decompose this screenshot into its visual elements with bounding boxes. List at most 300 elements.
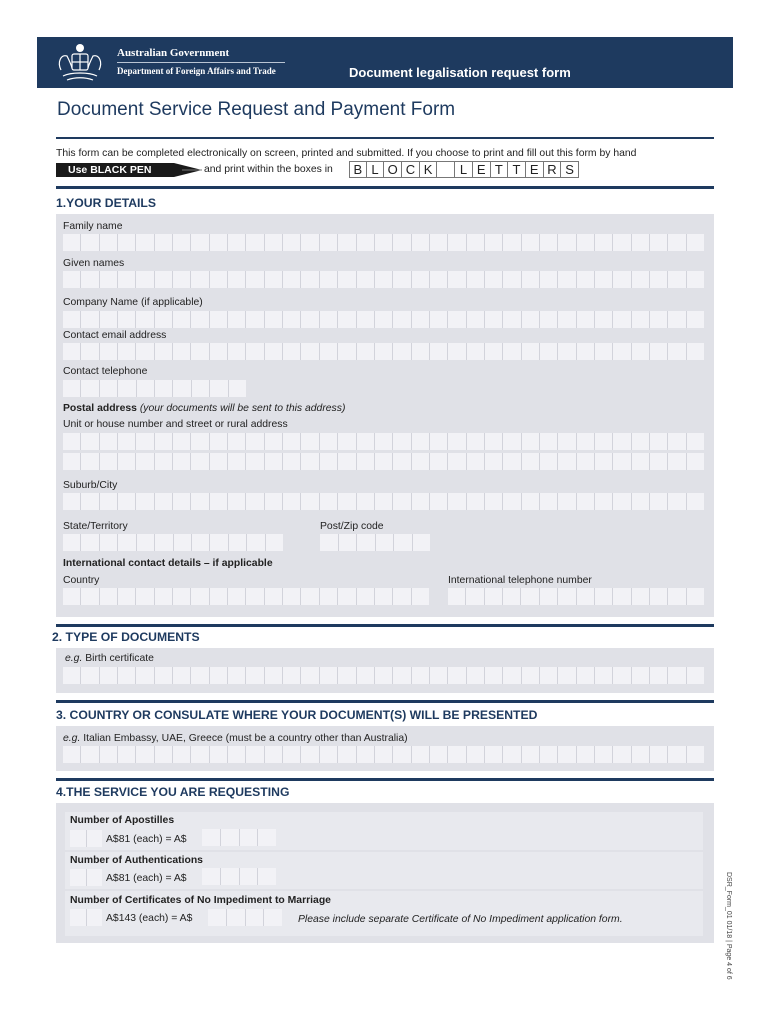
- character-cell[interactable]: [485, 453, 503, 470]
- character-cell[interactable]: [210, 343, 228, 360]
- character-cell[interactable]: [81, 271, 99, 288]
- character-cell[interactable]: [210, 380, 228, 397]
- character-cell[interactable]: [192, 380, 210, 397]
- character-cell[interactable]: [137, 380, 155, 397]
- character-cell[interactable]: [320, 433, 338, 450]
- character-cell[interactable]: [687, 343, 704, 360]
- character-cell[interactable]: [137, 534, 155, 551]
- character-cell[interactable]: [376, 534, 395, 551]
- character-cell[interactable]: [558, 746, 576, 763]
- character-cell[interactable]: [540, 453, 558, 470]
- character-cell[interactable]: [448, 271, 466, 288]
- character-cell[interactable]: [118, 746, 136, 763]
- character-cell[interactable]: [136, 493, 154, 510]
- character-cell[interactable]: [577, 311, 595, 328]
- character-cell[interactable]: [448, 667, 466, 684]
- character-cell[interactable]: [668, 433, 686, 450]
- character-cell[interactable]: [320, 343, 338, 360]
- character-cell[interactable]: [687, 453, 704, 470]
- character-cell[interactable]: [613, 588, 631, 605]
- character-cell[interactable]: [412, 311, 430, 328]
- character-cell[interactable]: [668, 311, 686, 328]
- character-cell[interactable]: [283, 588, 301, 605]
- character-cell[interactable]: [320, 271, 338, 288]
- character-cell[interactable]: [412, 493, 430, 510]
- character-cell[interactable]: [100, 493, 118, 510]
- street-line-2-input[interactable]: [63, 453, 704, 470]
- character-cell[interactable]: [357, 433, 375, 450]
- character-cell[interactable]: [320, 746, 338, 763]
- character-cell[interactable]: [375, 311, 393, 328]
- character-cell[interactable]: [301, 493, 319, 510]
- character-cell[interactable]: [246, 667, 264, 684]
- character-cell[interactable]: [503, 311, 521, 328]
- character-cell[interactable]: [155, 534, 173, 551]
- character-cell[interactable]: [632, 343, 650, 360]
- character-cell[interactable]: [118, 380, 136, 397]
- character-cell[interactable]: [393, 588, 411, 605]
- character-cell[interactable]: [246, 909, 265, 926]
- character-cell[interactable]: [558, 453, 576, 470]
- character-cell[interactable]: [136, 311, 154, 328]
- character-cell[interactable]: [430, 343, 448, 360]
- character-cell[interactable]: [118, 493, 136, 510]
- character-cell[interactable]: [246, 588, 264, 605]
- character-cell[interactable]: [632, 588, 650, 605]
- character-cell[interactable]: [283, 453, 301, 470]
- character-cell[interactable]: [412, 453, 430, 470]
- character-cell[interactable]: [467, 453, 485, 470]
- character-cell[interactable]: [467, 271, 485, 288]
- character-cell[interactable]: [522, 311, 540, 328]
- character-cell[interactable]: [595, 493, 613, 510]
- character-cell[interactable]: [448, 311, 466, 328]
- character-cell[interactable]: [136, 588, 154, 605]
- character-cell[interactable]: [393, 271, 411, 288]
- character-cell[interactable]: [63, 433, 81, 450]
- character-cell[interactable]: [338, 746, 356, 763]
- character-cell[interactable]: [577, 234, 595, 251]
- character-cell[interactable]: [191, 746, 209, 763]
- character-cell[interactable]: [466, 588, 484, 605]
- character-cell[interactable]: [650, 311, 668, 328]
- character-cell[interactable]: [632, 433, 650, 450]
- character-cell[interactable]: [650, 746, 668, 763]
- character-cell[interactable]: [191, 588, 209, 605]
- character-cell[interactable]: [63, 667, 81, 684]
- character-cell[interactable]: [687, 234, 704, 251]
- company-name-input[interactable]: [63, 311, 704, 328]
- character-cell[interactable]: [375, 433, 393, 450]
- character-cell[interactable]: [246, 433, 264, 450]
- character-cell[interactable]: [264, 909, 282, 926]
- character-cell[interactable]: [595, 343, 613, 360]
- character-cell[interactable]: [338, 311, 356, 328]
- character-cell[interactable]: [70, 869, 87, 886]
- character-cell[interactable]: [558, 311, 576, 328]
- character-cell[interactable]: [100, 453, 118, 470]
- character-cell[interactable]: [485, 433, 503, 450]
- character-cell[interactable]: [301, 453, 319, 470]
- country-input[interactable]: [63, 588, 429, 605]
- character-cell[interactable]: [301, 343, 319, 360]
- character-cell[interactable]: [687, 311, 704, 328]
- character-cell[interactable]: [228, 343, 246, 360]
- character-cell[interactable]: [320, 493, 338, 510]
- character-cell[interactable]: [687, 271, 704, 288]
- character-cell[interactable]: [240, 829, 259, 846]
- character-cell[interactable]: [100, 311, 118, 328]
- character-cell[interactable]: [173, 271, 191, 288]
- character-cell[interactable]: [155, 271, 173, 288]
- character-cell[interactable]: [210, 234, 228, 251]
- character-cell[interactable]: [301, 588, 319, 605]
- character-cell[interactable]: [357, 588, 375, 605]
- character-cell[interactable]: [430, 667, 448, 684]
- character-cell[interactable]: [266, 534, 283, 551]
- character-cell[interactable]: [485, 588, 503, 605]
- character-cell[interactable]: [613, 433, 631, 450]
- character-cell[interactable]: [265, 493, 283, 510]
- character-cell[interactable]: [191, 271, 209, 288]
- character-cell[interactable]: [100, 534, 118, 551]
- character-cell[interactable]: [522, 433, 540, 450]
- character-cell[interactable]: [228, 311, 246, 328]
- character-cell[interactable]: [155, 311, 173, 328]
- character-cell[interactable]: [357, 343, 375, 360]
- character-cell[interactable]: [485, 234, 503, 251]
- character-cell[interactable]: [521, 588, 539, 605]
- character-cell[interactable]: [522, 453, 540, 470]
- character-cell[interactable]: [595, 433, 613, 450]
- character-cell[interactable]: [613, 493, 631, 510]
- country-consulate-input[interactable]: [63, 746, 704, 763]
- character-cell[interactable]: [393, 667, 411, 684]
- character-cell[interactable]: [87, 869, 103, 886]
- state-input[interactable]: [63, 534, 283, 551]
- character-cell[interactable]: [246, 453, 264, 470]
- character-cell[interactable]: [100, 588, 118, 605]
- character-cell[interactable]: [650, 343, 668, 360]
- character-cell[interactable]: [136, 746, 154, 763]
- character-cell[interactable]: [100, 271, 118, 288]
- character-cell[interactable]: [100, 343, 118, 360]
- character-cell[interactable]: [632, 234, 650, 251]
- character-cell[interactable]: [258, 868, 276, 885]
- character-cell[interactable]: [301, 311, 319, 328]
- character-cell[interactable]: [375, 746, 393, 763]
- character-cell[interactable]: [375, 271, 393, 288]
- character-cell[interactable]: [650, 433, 668, 450]
- character-cell[interactable]: [650, 588, 668, 605]
- character-cell[interactable]: [191, 343, 209, 360]
- character-cell[interactable]: [118, 234, 136, 251]
- character-cell[interactable]: [100, 234, 118, 251]
- character-cell[interactable]: [595, 667, 613, 684]
- character-cell[interactable]: [136, 453, 154, 470]
- character-cell[interactable]: [210, 433, 228, 450]
- character-cell[interactable]: [118, 433, 136, 450]
- character-cell[interactable]: [503, 343, 521, 360]
- character-cell[interactable]: [467, 343, 485, 360]
- character-cell[interactable]: [595, 311, 613, 328]
- character-cell[interactable]: [338, 433, 356, 450]
- character-cell[interactable]: [650, 667, 668, 684]
- character-cell[interactable]: [136, 433, 154, 450]
- character-cell[interactable]: [412, 667, 430, 684]
- character-cell[interactable]: [81, 343, 99, 360]
- character-cell[interactable]: [191, 311, 209, 328]
- character-cell[interactable]: [540, 311, 558, 328]
- character-cell[interactable]: [467, 433, 485, 450]
- character-cell[interactable]: [136, 343, 154, 360]
- character-cell[interactable]: [595, 453, 613, 470]
- character-cell[interactable]: [595, 271, 613, 288]
- character-cell[interactable]: [540, 433, 558, 450]
- character-cell[interactable]: [668, 271, 686, 288]
- character-cell[interactable]: [301, 271, 319, 288]
- character-cell[interactable]: [63, 343, 81, 360]
- character-cell[interactable]: [430, 271, 448, 288]
- character-cell[interactable]: [448, 746, 466, 763]
- character-cell[interactable]: [258, 829, 276, 846]
- postcode-input[interactable]: [320, 534, 430, 551]
- character-cell[interactable]: [210, 493, 228, 510]
- character-cell[interactable]: [393, 493, 411, 510]
- character-cell[interactable]: [210, 667, 228, 684]
- character-cell[interactable]: [173, 433, 191, 450]
- character-cell[interactable]: [265, 667, 283, 684]
- character-cell[interactable]: [283, 271, 301, 288]
- character-cell[interactable]: [118, 343, 136, 360]
- character-cell[interactable]: [577, 271, 595, 288]
- character-cell[interactable]: [613, 343, 631, 360]
- character-cell[interactable]: [81, 588, 99, 605]
- character-cell[interactable]: [81, 433, 99, 450]
- character-cell[interactable]: [246, 343, 264, 360]
- character-cell[interactable]: [540, 746, 558, 763]
- character-cell[interactable]: [81, 534, 99, 551]
- character-cell[interactable]: [338, 588, 356, 605]
- character-cell[interactable]: [467, 234, 485, 251]
- character-cell[interactable]: [485, 271, 503, 288]
- character-cell[interactable]: [412, 588, 429, 605]
- character-cell[interactable]: [265, 453, 283, 470]
- authentications-count-input[interactable]: [70, 869, 102, 886]
- character-cell[interactable]: [357, 311, 375, 328]
- character-cell[interactable]: [393, 343, 411, 360]
- character-cell[interactable]: [63, 271, 81, 288]
- character-cell[interactable]: [173, 746, 191, 763]
- character-cell[interactable]: [63, 493, 81, 510]
- character-cell[interactable]: [229, 380, 246, 397]
- character-cell[interactable]: [283, 667, 301, 684]
- character-cell[interactable]: [503, 667, 521, 684]
- authentications-total-input[interactable]: [202, 868, 276, 885]
- character-cell[interactable]: [100, 667, 118, 684]
- character-cell[interactable]: [301, 234, 319, 251]
- character-cell[interactable]: [558, 343, 576, 360]
- character-cell[interactable]: [393, 311, 411, 328]
- character-cell[interactable]: [155, 343, 173, 360]
- character-cell[interactable]: [210, 271, 228, 288]
- character-cell[interactable]: [577, 746, 595, 763]
- character-cell[interactable]: [338, 453, 356, 470]
- character-cell[interactable]: [136, 271, 154, 288]
- character-cell[interactable]: [375, 667, 393, 684]
- character-cell[interactable]: [173, 380, 191, 397]
- character-cell[interactable]: [394, 534, 413, 551]
- character-cell[interactable]: [540, 667, 558, 684]
- character-cell[interactable]: [467, 667, 485, 684]
- character-cell[interactable]: [63, 453, 81, 470]
- character-cell[interactable]: [247, 534, 265, 551]
- character-cell[interactable]: [301, 667, 319, 684]
- character-cell[interactable]: [265, 234, 283, 251]
- character-cell[interactable]: [632, 746, 650, 763]
- character-cell[interactable]: [338, 271, 356, 288]
- character-cell[interactable]: [668, 234, 686, 251]
- character-cell[interactable]: [202, 868, 221, 885]
- character-cell[interactable]: [650, 493, 668, 510]
- character-cell[interactable]: [283, 493, 301, 510]
- character-cell[interactable]: [155, 433, 173, 450]
- character-cell[interactable]: [467, 746, 485, 763]
- character-cell[interactable]: [81, 667, 99, 684]
- character-cell[interactable]: [412, 746, 430, 763]
- character-cell[interactable]: [375, 453, 393, 470]
- character-cell[interactable]: [338, 234, 356, 251]
- character-cell[interactable]: [613, 311, 631, 328]
- character-cell[interactable]: [650, 271, 668, 288]
- character-cell[interactable]: [118, 667, 136, 684]
- character-cell[interactable]: [632, 271, 650, 288]
- character-cell[interactable]: [210, 534, 228, 551]
- character-cell[interactable]: [558, 493, 576, 510]
- character-cell[interactable]: [595, 588, 613, 605]
- character-cell[interactable]: [118, 453, 136, 470]
- character-cell[interactable]: [522, 343, 540, 360]
- character-cell[interactable]: [191, 493, 209, 510]
- character-cell[interactable]: [81, 746, 99, 763]
- character-cell[interactable]: [595, 746, 613, 763]
- character-cell[interactable]: [687, 433, 704, 450]
- character-cell[interactable]: [265, 588, 283, 605]
- character-cell[interactable]: [210, 588, 228, 605]
- character-cell[interactable]: [613, 667, 631, 684]
- character-cell[interactable]: [191, 667, 209, 684]
- character-cell[interactable]: [100, 433, 118, 450]
- street-line-1-input[interactable]: [63, 433, 704, 450]
- character-cell[interactable]: [246, 271, 264, 288]
- character-cell[interactable]: [228, 234, 246, 251]
- character-cell[interactable]: [668, 667, 686, 684]
- family-name-input[interactable]: [63, 234, 704, 251]
- character-cell[interactable]: [650, 453, 668, 470]
- character-cell[interactable]: [118, 311, 136, 328]
- character-cell[interactable]: [558, 667, 576, 684]
- cni-total-input[interactable]: [208, 909, 282, 926]
- character-cell[interactable]: [173, 343, 191, 360]
- character-cell[interactable]: [320, 588, 338, 605]
- character-cell[interactable]: [503, 493, 521, 510]
- character-cell[interactable]: [191, 234, 209, 251]
- international-phone-input[interactable]: [448, 588, 704, 605]
- character-cell[interactable]: [283, 343, 301, 360]
- character-cell[interactable]: [687, 493, 704, 510]
- character-cell[interactable]: [540, 493, 558, 510]
- character-cell[interactable]: [357, 667, 375, 684]
- character-cell[interactable]: [412, 343, 430, 360]
- character-cell[interactable]: [503, 453, 521, 470]
- character-cell[interactable]: [87, 830, 103, 847]
- character-cell[interactable]: [467, 493, 485, 510]
- character-cell[interactable]: [613, 234, 631, 251]
- character-cell[interactable]: [485, 343, 503, 360]
- character-cell[interactable]: [63, 311, 81, 328]
- character-cell[interactable]: [174, 534, 192, 551]
- character-cell[interactable]: [558, 234, 576, 251]
- character-cell[interactable]: [338, 493, 356, 510]
- character-cell[interactable]: [448, 433, 466, 450]
- character-cell[interactable]: [210, 453, 228, 470]
- character-cell[interactable]: [173, 588, 191, 605]
- character-cell[interactable]: [210, 746, 228, 763]
- character-cell[interactable]: [687, 746, 704, 763]
- character-cell[interactable]: [632, 667, 650, 684]
- character-cell[interactable]: [63, 588, 81, 605]
- character-cell[interactable]: [118, 534, 136, 551]
- character-cell[interactable]: [70, 909, 87, 926]
- character-cell[interactable]: [430, 311, 448, 328]
- character-cell[interactable]: [221, 868, 240, 885]
- character-cell[interactable]: [155, 588, 173, 605]
- character-cell[interactable]: [503, 271, 521, 288]
- character-cell[interactable]: [577, 343, 595, 360]
- character-cell[interactable]: [70, 830, 87, 847]
- character-cell[interactable]: [375, 588, 393, 605]
- character-cell[interactable]: [136, 234, 154, 251]
- character-cell[interactable]: [265, 311, 283, 328]
- character-cell[interactable]: [357, 234, 375, 251]
- character-cell[interactable]: [301, 746, 319, 763]
- character-cell[interactable]: [191, 433, 209, 450]
- character-cell[interactable]: [522, 271, 540, 288]
- character-cell[interactable]: [558, 271, 576, 288]
- character-cell[interactable]: [448, 453, 466, 470]
- character-cell[interactable]: [413, 534, 431, 551]
- type-of-documents-input[interactable]: [63, 667, 704, 684]
- character-cell[interactable]: [118, 271, 136, 288]
- character-cell[interactable]: [228, 588, 246, 605]
- character-cell[interactable]: [503, 746, 521, 763]
- character-cell[interactable]: [375, 493, 393, 510]
- character-cell[interactable]: [228, 271, 246, 288]
- character-cell[interactable]: [81, 311, 99, 328]
- character-cell[interactable]: [632, 453, 650, 470]
- character-cell[interactable]: [320, 311, 338, 328]
- character-cell[interactable]: [228, 453, 246, 470]
- character-cell[interactable]: [192, 534, 210, 551]
- character-cell[interactable]: [412, 433, 430, 450]
- character-cell[interactable]: [650, 234, 668, 251]
- character-cell[interactable]: [320, 667, 338, 684]
- character-cell[interactable]: [613, 746, 631, 763]
- character-cell[interactable]: [503, 433, 521, 450]
- character-cell[interactable]: [540, 588, 558, 605]
- character-cell[interactable]: [448, 493, 466, 510]
- character-cell[interactable]: [173, 234, 191, 251]
